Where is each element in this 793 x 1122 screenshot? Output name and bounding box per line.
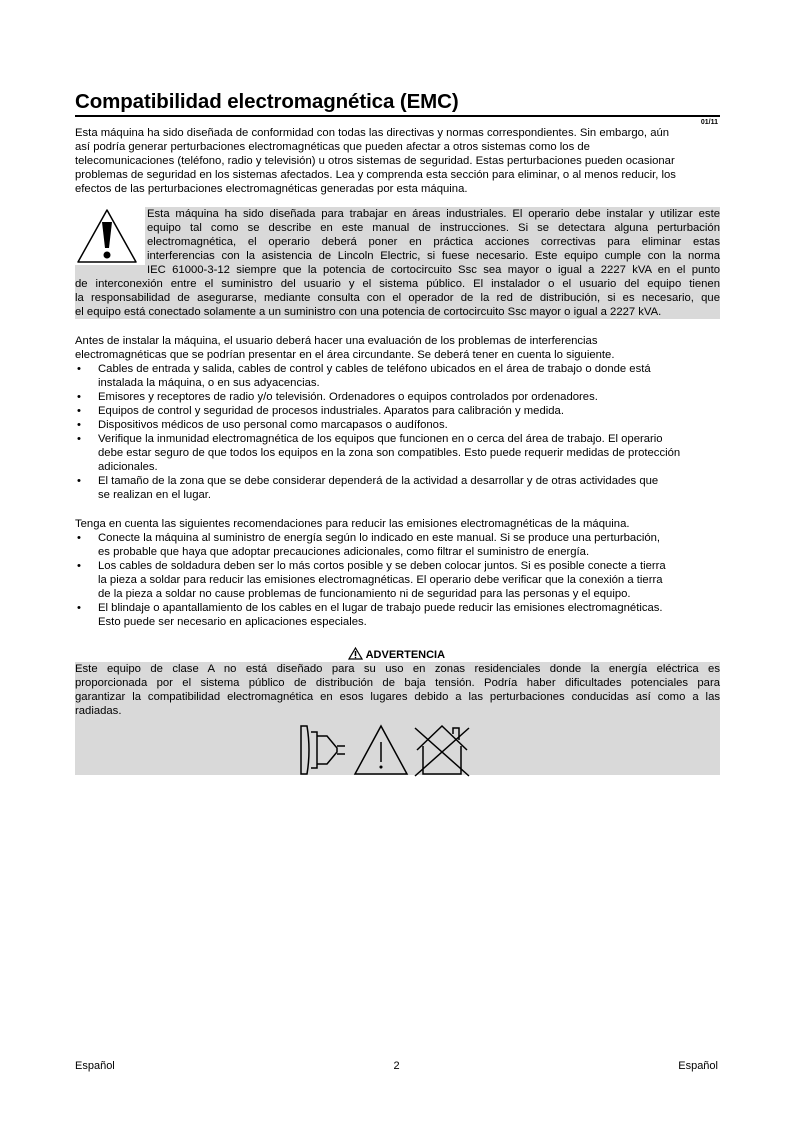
text-line: Esta máquina ha sido diseñada para trabajar en áreas industriales. El operario debe instalar y utilizar este	[147, 208, 720, 220]
revision-code: 01/11	[700, 119, 718, 126]
footer-language-left: Español	[75, 1060, 115, 1072]
warning-small-icon	[348, 647, 363, 660]
text-line: • El tamaño de la zona que se debe considerar dependerá de la actividad a desarrollar y de otras actividades que	[98, 475, 659, 487]
text-line: • Emisores y receptores de radio y/o televisión. Ordenadores o equipos controlados por ordenadores.	[98, 391, 598, 403]
text-line: • Verifique la inmunidad electromagnética de los equipos que funcionen en o cerca del área de trabajo. El operario	[98, 433, 663, 445]
text-line: de la pieza a soldar no cause problemas de funcionamiento ni de seguridad para las personas y el equipo.	[98, 588, 631, 600]
warning-box	[75, 207, 720, 319]
text-line: de interconexión entre el suministro del usuario y el sistema público. El instalador o el usuario del equipo tienen	[75, 278, 720, 290]
text-line: Tenga en cuenta las siguientes recomendaciones para reducir las emisiones electromagnéticas de la máquina.	[75, 518, 630, 530]
advertencia-heading	[0, 647, 793, 661]
text-line: adicionales.	[98, 461, 158, 473]
text-line: es probable que haya que adoptar precauciones adicionales, como filtrar el suministro de energía.	[98, 546, 590, 558]
bullet-item	[75, 404, 720, 418]
text-line: debe estar seguro de que todos los equipos en la zona son compatibles. Esto puede requerir medidas de protección	[98, 447, 681, 459]
text-line: Antes de instalar la máquina, el usuario deberá hacer una evaluación de los problemas de interferencias	[75, 335, 598, 347]
text-line: Esto puede ser necesario en aplicaciones especiales.	[98, 616, 367, 628]
text-line: así podría generar perturbaciones electromagnéticas que pueden afectar a otros sistemas como los de	[75, 141, 590, 153]
text-line: Este equipo de clase A no está diseñado para su uso en zonas residenciales donde la energía eléctrica es	[75, 663, 720, 675]
text-line: el equipo está conectado solamente a un suministro con una potencia de cortocircuito Ssc mayor o igual a 2227 kVA.	[75, 306, 662, 318]
warning-triangle-icon	[75, 207, 145, 265]
section-interference-assessment	[75, 334, 720, 502]
advertencia-box	[75, 662, 720, 775]
bullet-item	[75, 390, 720, 404]
text-line: efectos de las perturbaciones electromagnéticas generadas por esta máquina.	[75, 183, 468, 195]
page-title: Compatibilidad electromagnética (EMC)	[75, 90, 459, 113]
text-line: • Conecte la máquina al suministro de energía según lo indicado en este manual. Si se produce una perturbación,	[98, 532, 661, 544]
section-emission-recommendations	[75, 517, 720, 629]
bullet-item	[75, 601, 720, 629]
title-rule	[75, 115, 720, 117]
page-number: 2	[393, 1060, 400, 1072]
bullet-item	[75, 474, 720, 502]
text-line: garantizar la compatibilidad electromagnética en esos lugares debido a las perturbaciones conducidas así como a las	[75, 691, 720, 703]
text-line: interferencias con la asistencia de Lincoln Electric, si fuese necesario. Este equipo cumple con la norma	[147, 250, 720, 262]
text-line: radiadas.	[75, 705, 122, 717]
text-line: la responsabilidad de asegurarse, mediante consulta con el operador de la red de distribución, si es necesario, que	[75, 292, 720, 304]
text-line: proporcionada por el sistema público de distribución de baja tensión. Podría haber dificultades potenciales para	[75, 677, 720, 689]
plug-icon	[301, 726, 345, 774]
footer-language-right: Español	[678, 1060, 718, 1072]
bullet-item	[75, 432, 720, 474]
advertencia-label: ADVERTENCIA	[365, 649, 446, 661]
text-line: se realizan en el lugar.	[98, 489, 212, 501]
text-line: IEC 61000-3-12 siempre que la potencia de cortocircuito Ssc sea mayor o igual a 2227 kVA en el punto	[147, 264, 720, 276]
text-line: Esta máquina ha sido diseñada de conformidad con todas las directivas y normas correspondientes. Sin embargo, aún	[75, 127, 670, 139]
text-line: problemas de seguridad en los sistemas afectados. Lea y comprenda esta sección para eliminar, o al menos reducir, los	[75, 169, 676, 181]
bullet-item	[75, 531, 720, 559]
text-line: electromagnéticas que se podrían presentar en el área circundante. Se deberá tener en cuenta lo siguiente.	[75, 349, 615, 361]
emc-symbols	[297, 722, 497, 778]
text-line: • El blindaje o apantallamiento de los cables en el lugar de trabajo puede reducir las emisiones electromagnéticas.	[98, 602, 663, 614]
text-line: • Los cables de soldadura deben ser lo más cortos posible y se deben colocar juntos. Si es posible conecte a tierra	[98, 560, 666, 572]
text-line: electromagnética, el operario deberá poner en práctica acciones correctivas para eliminar estas	[147, 236, 720, 248]
text-line: telecomunicaciones (teléfono, radio y televisión) u otros sistemas de seguridad. Estas perturbaciones pueden ocasionar	[75, 155, 675, 167]
text-line: • Equipos de control y seguridad de procesos industriales. Aparatos para calibración y medida.	[98, 405, 564, 417]
bullet-item	[75, 559, 720, 601]
warning-triangle-outline-icon	[355, 726, 407, 774]
text-line: • Dispositivos médicos de uso personal como marcapasos o audífonos.	[98, 419, 448, 431]
text-line: instalada la máquina, o en sus adyacencias.	[98, 377, 320, 389]
text-line: • Cables de entrada y salida, cables de control y cables de teléfono ubicados en el área de trabajo o donde está	[98, 363, 651, 375]
intro-paragraph	[75, 126, 720, 196]
bullet-item	[75, 362, 720, 390]
bullet-item	[75, 418, 720, 432]
text-line: equipo tal como se describe en este manual de instrucciones. Si se detectara alguna perturbación	[147, 222, 720, 234]
text-line: la pieza a soldar para reducir las emisiones electromagnéticas. El operario debe verificar que la conexión a tierra	[98, 574, 663, 586]
no-residential-house-icon	[415, 726, 469, 776]
